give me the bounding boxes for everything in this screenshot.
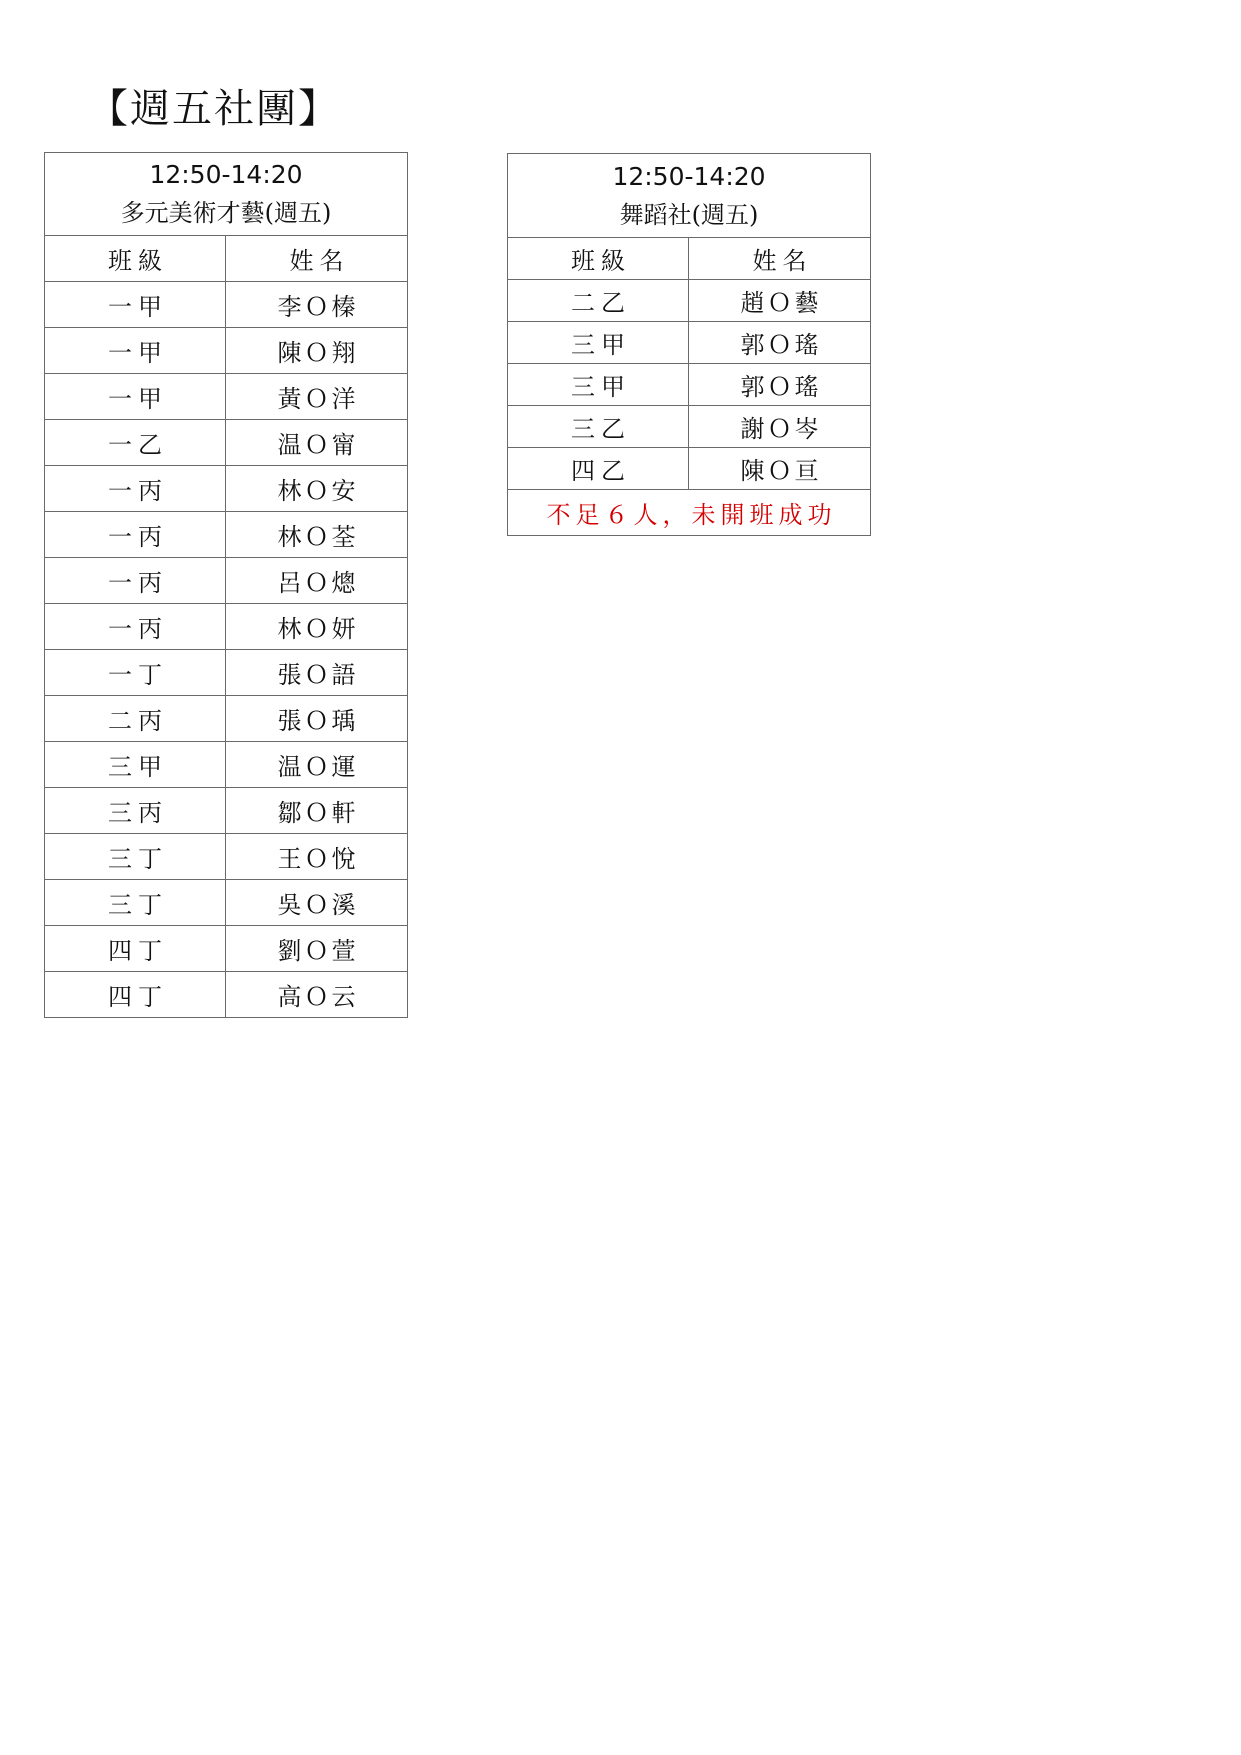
student-name-cell: 林Ｏ妍	[226, 604, 408, 650]
column-header-name: 姓名	[689, 238, 871, 280]
table-row	[45, 328, 408, 374]
student-name-cell: 林Ｏ荃	[226, 512, 408, 558]
table-row	[45, 880, 408, 926]
class-cell: 三甲	[508, 322, 689, 364]
class-cell: 三甲	[45, 742, 226, 788]
student-name-cell: 李Ｏ榛	[226, 282, 408, 328]
student-name-cell: 温Ｏ甯	[226, 420, 408, 466]
table-row	[45, 926, 408, 972]
page-title: 【週五社團】	[88, 86, 340, 132]
class-cell: 四乙	[508, 448, 689, 490]
class-cell: 一丁	[45, 650, 226, 696]
student-name-cell: 陳Ｏ亘	[689, 448, 871, 490]
student-name-cell: 吳Ｏ溪	[226, 880, 408, 926]
table-row	[508, 406, 871, 448]
class-cell: 三丁	[45, 834, 226, 880]
class-cell: 一丙	[45, 604, 226, 650]
table-row	[45, 696, 408, 742]
class-cell: 一丙	[45, 466, 226, 512]
club-time: 12:50-14:20	[149, 160, 303, 189]
table-row	[45, 512, 408, 558]
column-header-name: 姓名	[226, 236, 408, 282]
student-name-cell: 謝Ｏ岑	[689, 406, 871, 448]
status-note	[508, 490, 871, 536]
class-cell: 三甲	[508, 364, 689, 406]
class-cell: 一甲	[45, 282, 226, 328]
class-cell: 一丙	[45, 558, 226, 604]
student-name-cell: 高Ｏ云	[226, 972, 408, 1018]
student-name-cell: 林Ｏ安	[226, 466, 408, 512]
student-name-cell: 温Ｏ運	[226, 742, 408, 788]
class-cell: 一丙	[45, 512, 226, 558]
club-header	[45, 153, 408, 236]
club-roster-table-dance	[507, 153, 871, 536]
student-name-cell: 陳Ｏ翔	[226, 328, 408, 374]
table-row	[508, 364, 871, 406]
class-cell: 三乙	[508, 406, 689, 448]
student-name-cell: 王Ｏ悅	[226, 834, 408, 880]
student-name-cell: 郭Ｏ瑤	[689, 322, 871, 364]
table-row	[508, 322, 871, 364]
student-name-cell: 張Ｏ瑀	[226, 696, 408, 742]
table-row	[45, 788, 408, 834]
student-name-cell: 劉Ｏ萱	[226, 926, 408, 972]
table-row	[45, 374, 408, 420]
table-row	[45, 834, 408, 880]
club-title: 多元美術才藝(週五)	[120, 199, 332, 227]
column-header-class: 班級	[508, 238, 689, 280]
table-row	[45, 282, 408, 328]
table-row	[45, 650, 408, 696]
club-title: 舞蹈社(週五)	[619, 200, 759, 229]
student-name-cell: 趙Ｏ藝	[689, 280, 871, 322]
student-name-cell: 黃Ｏ洋	[226, 374, 408, 420]
club-header	[508, 154, 871, 238]
table-row	[45, 558, 408, 604]
table-row	[45, 742, 408, 788]
table-row	[45, 972, 408, 1018]
student-name-cell: 呂Ｏ熜	[226, 558, 408, 604]
table-row	[45, 420, 408, 466]
class-cell: 一甲	[45, 328, 226, 374]
class-cell: 一甲	[45, 374, 226, 420]
class-cell: 一乙	[45, 420, 226, 466]
column-header-class: 班級	[45, 236, 226, 282]
table-row	[45, 466, 408, 512]
status-note-text: 不足６人，未開班成功	[546, 501, 837, 529]
class-cell: 四丁	[45, 972, 226, 1018]
student-name-cell: 郭Ｏ瑤	[689, 364, 871, 406]
class-cell: 四丁	[45, 926, 226, 972]
class-cell: 三丙	[45, 788, 226, 834]
table-row	[508, 448, 871, 490]
student-name-cell: 張Ｏ語	[226, 650, 408, 696]
table-row	[45, 604, 408, 650]
club-roster-table-art	[44, 152, 408, 1018]
table-row	[508, 280, 871, 322]
class-cell: 三丁	[45, 880, 226, 926]
class-cell: 二乙	[508, 280, 689, 322]
student-name-cell: 鄒Ｏ軒	[226, 788, 408, 834]
club-time: 12:50-14:20	[612, 161, 766, 191]
class-cell: 二丙	[45, 696, 226, 742]
